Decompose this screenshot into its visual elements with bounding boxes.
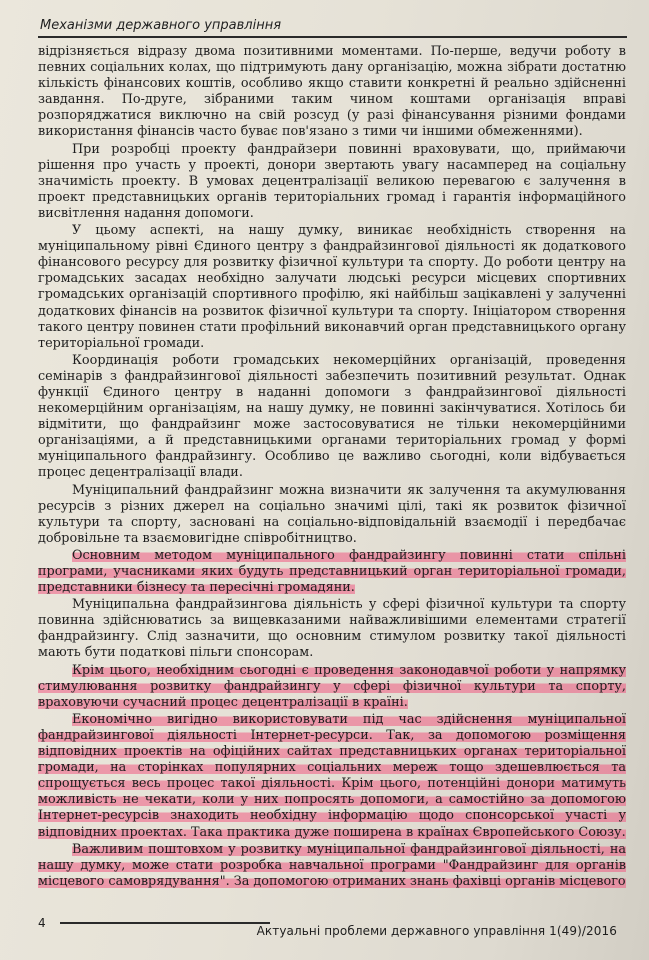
journal-title: Актуальні проблеми державного управління 1(49)/2016 bbox=[256, 924, 617, 938]
paragraph-7: Муніципальна фандрайзингова діяльність у сфері фізичної культури та спорту повинна здійснюватись за вищевказаними найважливішими елементами стратегії фандрайзингу. Слід зазначити, що основним стимулом розвитку такої діяльності мають бути податкові пільги спонсорам. bbox=[38, 597, 626, 661]
paragraph-5: Муніципальний фандрайзинг можна визначити як залучення та акумулювання ресурсів з різних джерел на соціально значимі цілі, такі як розвиток фізичної культури та спорту, засновані на соціально-відповідальній взаємодії і передбачає добровільне та взаємовигідне співробітництво. bbox=[38, 482, 626, 546]
paragraph-10-highlighted: Важливим поштовхом у розвитку муніципальної фандрайзингової діяльності, на нашу думку, може стати розробка навчальної програми "Фандрайзинг для органів місцевого самоврядування". За допомогою отриманих знань фахівці органів місцевого bbox=[38, 841, 626, 889]
header-title: Механізми державного управління bbox=[40, 18, 282, 33]
running-footer bbox=[38, 912, 629, 942]
paragraph-6-highlighted: Основним методом муніципального фандрайзингу повинні стати спільні програми, учасниками яких будуть представницький орган територіальної громади, представники бізнесу та пересічні громадяни. bbox=[38, 547, 626, 596]
paragraph-4: Координація роботи громадських некомерційних організацій, проведення семінарів з фандрайзингової діяльності забезпечить позитивний результат. Однак функції Єдиного центру в наданні допомоги з фандрайзингової діяльності некомерційним організаціям, на нашу думку, не повинні закінчуватися. Хотілось би відмітити, що фандрайзинг може застосовуватися не тільки некомерційними організаціями, а й представницькими органами територіальних громад у формі муніципального фандрайзингу. Особливо це важливо сьогодні, коли відбувається процес децентралізації влади. bbox=[38, 352, 626, 481]
article-body bbox=[38, 44, 626, 904]
footer-rule bbox=[60, 922, 270, 924]
paragraph-2: При розробці проекту фандрайзери повинні враховувати, що, приймаючи рішення про участь у проекті, донори звертають увагу насамперед на соціальну значимість проекту. В умовах децентралізації великою перевагою є залучення в проект представницьких органів територіальних громад і гарантія інформаційного висвітлення надання допомоги. bbox=[38, 141, 626, 221]
running-header bbox=[38, 14, 627, 38]
paragraph-3: У цьому аспекті, на нашу думку, виникає необхідність створення на муніципальному рівні Єдиного центру з фандрайзингової діяльності як додаткового фінансового ресурсу для розвитку фізичної культури та спорту. До роботи центру на громадських засадах необхідно залучати людські ресурси місцевих спортивних громадських організацій спортивного профілю, які найбільш зацікавлені у залученні додаткових фінансів на розвиток фізичної культури та спорту. Ініціатором створення такого центру повинен стати профільний виконавчий орган представницького органу територіальної громади. bbox=[38, 223, 626, 351]
page-number: 4 bbox=[38, 916, 46, 930]
paragraph-8-highlighted: Крім цього, необхідним сьогодні є проведення законодавчої роботи у напрямку стимулювання розвитку фандрайзингу у сфері фізичної культури та спорту, враховуючи сучасний процес децентралізації в країні. bbox=[38, 662, 626, 710]
paragraph-9-highlighted: Економічно вигідно використовувати під час здійснення муніципальної фандрайзингової діяльності Інтернет-ресурси. Так, за допомогою розміщення відповідних проектів на офіційних сайтах представницьких органах територіальної громади, на сторінках популярних соціальних мереж тощо здешевлюється та спрощується весь процес такої діяльності. Крім цього, потенційні донори матимуть можливість не чекати, коли у них попросять допомоги, а самостійно за допомогою Інтернет-ресурсів знаходить необхідну інформацію щодо спонсорської участі у відповідних проектах. Така практика дуже поширена в країнах Європейського Союзу. bbox=[38, 711, 626, 840]
paragraph-1: відрізняється відразу двома позитивними моментами. По-перше, ведучи роботу в певних соціальних колах, що підтримують дану організацію, можна зібрати достатню кількість фінансових коштів, особливо якщо ставити конкретні й реально здійсненні завдання. По-друге, зібраними таким чином коштами організація вправі розпоряджатися виключно на свій розсуд (у разі фінансування різними фондами використання фінансів часто буває пов'язано з тими чи іншими обмеженнями). bbox=[38, 44, 626, 140]
